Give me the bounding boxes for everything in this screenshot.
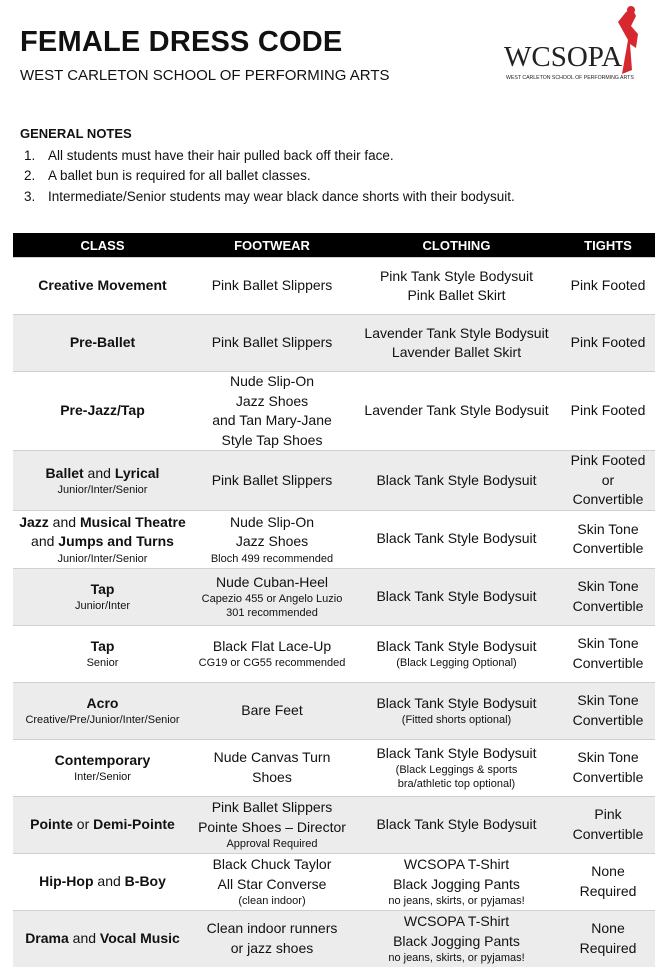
class-name-part: Jazz	[19, 513, 49, 530]
clothing-line: no jeans, skirts, or pyjamas!	[388, 952, 525, 965]
class-name	[87, 695, 119, 711]
footwear-line: All Star Converse	[217, 875, 327, 892]
table-row	[13, 796, 655, 853]
clothing-line: Black Tank Style Bodysuit	[376, 471, 537, 488]
footwear-line: Bloch 499 recommended	[210, 552, 334, 565]
clothing-line: Lavender Ballet Skirt	[391, 344, 522, 360]
footwear-line: Pink Ballet Slippers	[211, 277, 333, 294]
footwear-line: CG19 or CG55 recommended	[198, 657, 346, 670]
clothing-line: WCSOPA T-Shirt	[403, 913, 510, 930]
note-text: All students must have their hair pulled back off their face.	[48, 147, 394, 163]
header-class: CLASS	[13, 233, 192, 258]
footwear-cell	[192, 910, 352, 967]
footwear-line: Pink Ballet Slippers	[211, 799, 333, 815]
note-item	[24, 186, 515, 207]
class-name-part: and	[68, 930, 100, 946]
class-cell	[13, 258, 192, 315]
footwear-line: Pink Ballet Slippers	[211, 334, 333, 351]
class-cell	[13, 451, 192, 511]
class-level: Inter/Senior	[74, 771, 131, 784]
tights-cell	[561, 568, 655, 625]
tights-line: Required	[579, 939, 637, 956]
class-name-part: or	[72, 815, 94, 832]
tights-cell	[561, 315, 655, 372]
clothing-cell	[352, 568, 561, 625]
clothing-cell	[352, 315, 561, 372]
wcsopa-logo	[500, 4, 648, 88]
clothing-line: Black Tank Style Bodysuit	[376, 694, 537, 711]
footwear-cell	[192, 451, 352, 511]
class-name-part: Hip-Hop	[39, 872, 94, 889]
clothing-line: bra/athletic top optional)	[397, 778, 516, 791]
table-row	[13, 853, 655, 910]
class-name-part: Musical Theatre	[79, 513, 186, 530]
note-number: 1.	[24, 147, 36, 163]
header-clothing: CLOTHING	[352, 233, 561, 258]
tights-line: Convertible	[572, 825, 644, 842]
table-row	[13, 910, 655, 967]
tights-line: Pink Footed	[570, 452, 646, 468]
class-name	[25, 930, 180, 946]
class-name-part: Lyrical	[114, 464, 160, 481]
clothing-cell	[352, 910, 561, 967]
clothing-cell	[352, 510, 561, 568]
note-number: 3.	[24, 188, 36, 204]
clothing-line: (Black Leggings & sports	[395, 764, 518, 777]
tights-cell	[561, 258, 655, 315]
clothing-line: Black Jogging Pants	[393, 932, 520, 949]
class-name-part: Pointe	[30, 815, 73, 832]
note-number: 2.	[24, 168, 36, 184]
note-item	[24, 166, 515, 187]
tights-cell	[561, 853, 655, 910]
logo-subtext: WEST CARLETON SCHOOL OF PERFORMING ARTS	[506, 75, 634, 81]
table-row	[13, 372, 655, 451]
tights-line: Convertible	[572, 540, 644, 556]
class-name	[55, 752, 151, 768]
table-row	[13, 625, 655, 682]
tights-line: Pink Footed	[570, 277, 646, 294]
clothing-line: (Fitted shorts optional)	[401, 714, 512, 727]
footwear-cell	[192, 682, 352, 739]
tights-line: Convertible	[572, 491, 644, 507]
footwear-line: 301 recommended	[226, 607, 318, 620]
class-cell	[13, 796, 192, 853]
dress-code-table	[13, 233, 655, 967]
footwear-line: Nude Canvas Turn	[213, 749, 331, 765]
footwear-line: Capezio 455 or Angelo Luzio	[201, 593, 343, 606]
tights-line: or	[601, 471, 615, 488]
class-level: Junior/Inter/Senior	[57, 484, 148, 496]
class-name-part: Pre-Jazz/Tap	[60, 402, 145, 419]
footwear-cell	[192, 510, 352, 568]
tights-line: None	[591, 920, 625, 937]
header-footwear: FOOTWEAR	[192, 233, 352, 258]
clothing-cell	[352, 451, 561, 511]
table-row	[13, 682, 655, 739]
class-name	[60, 402, 145, 418]
tights-line: Skin Tone	[577, 520, 639, 537]
footwear-line: Shoes	[252, 768, 292, 785]
class-name	[91, 638, 115, 654]
footwear-line: Jazz Shoes	[235, 392, 309, 409]
class-name-part: and	[93, 872, 125, 889]
clothing-cell	[352, 796, 561, 853]
table-row	[13, 510, 655, 568]
class-name-part: Pre-Ballet	[69, 334, 136, 351]
footwear-cell	[192, 796, 352, 853]
class-name-part: Jumps and Turns	[58, 533, 174, 549]
clothing-line: no jeans, skirts, or pyjamas!	[388, 895, 525, 907]
clothing-line: WCSOPA T-Shirt	[403, 856, 510, 872]
clothing-line: Lavender Tank Style Bodysuit	[364, 324, 549, 341]
tights-cell	[561, 372, 655, 451]
footwear-line: or jazz shoes	[230, 939, 314, 956]
footwear-line: Jazz Shoes	[235, 533, 309, 549]
footwear-cell	[192, 372, 352, 451]
footwear-line: Pink Ballet Slippers	[211, 471, 333, 488]
table-header-row	[13, 233, 655, 258]
tights-line: Convertible	[572, 597, 644, 614]
class-cell	[13, 568, 192, 625]
tights-line: Skin Tone	[577, 635, 639, 651]
tights-cell	[561, 796, 655, 853]
footwear-line: Black Chuck Taylor	[212, 856, 332, 872]
tights-line: Convertible	[572, 654, 644, 671]
note-item	[24, 145, 515, 166]
table-row	[13, 739, 655, 796]
class-name-part: Tap	[90, 637, 115, 654]
class-level: Creative/Pre/Junior/Inter/Senior	[25, 714, 180, 727]
clothing-line: Black Tank Style Bodysuit	[376, 815, 537, 832]
tights-line: Convertible	[572, 768, 644, 785]
footwear-cell	[192, 315, 352, 372]
clothing-cell	[352, 682, 561, 739]
tights-line: None	[591, 863, 625, 879]
table-row	[13, 258, 655, 315]
tights-line: Convertible	[572, 711, 644, 728]
class-cell	[13, 315, 192, 372]
header-tights: TIGHTS	[561, 233, 655, 258]
tights-line: Skin Tone	[577, 578, 639, 594]
footwear-line: Bare Feet	[241, 701, 303, 718]
tights-cell	[561, 451, 655, 511]
class-name-part: B-Boy	[124, 872, 166, 889]
class-name-part: Acro	[86, 694, 119, 711]
footwear-line: Approval Required	[226, 838, 318, 850]
clothing-line: Black Tank Style Bodysuit	[376, 530, 537, 547]
class-name-part: and	[31, 533, 59, 549]
class-name	[30, 816, 175, 832]
clothing-cell	[352, 625, 561, 682]
footwear-line: Nude Slip-On	[229, 513, 315, 530]
class-name	[19, 514, 186, 550]
clothing-line: Lavender Tank Style Bodysuit	[364, 402, 549, 419]
class-cell	[13, 625, 192, 682]
clothing-line: Pink Ballet Skirt	[407, 287, 506, 303]
class-name	[38, 277, 166, 293]
note-text: Intermediate/Senior students may wear black dance shorts with their bodysuit.	[48, 188, 515, 204]
class-name-part: Creative Movement	[38, 277, 167, 294]
footwear-line: Black Flat Lace-Up	[212, 637, 332, 654]
clothing-line: Black Tank Style Bodysuit	[376, 637, 537, 654]
class-level: Junior/Inter	[74, 600, 131, 613]
clothing-cell	[352, 258, 561, 315]
class-cell	[13, 682, 192, 739]
footwear-line: and Tan Mary-Jane	[212, 412, 332, 428]
page-subtitle: WEST CARLETON SCHOOL OF PERFORMING ARTS	[20, 67, 390, 84]
footwear-line: Clean indoor runners	[206, 920, 338, 937]
class-cell	[13, 910, 192, 967]
tights-cell	[561, 910, 655, 967]
clothing-line: Pink Tank Style Bodysuit	[379, 267, 534, 284]
footwear-line: Style Tap Shoes	[221, 431, 323, 448]
class-name-part: and	[48, 513, 80, 530]
class-name-part: Drama	[25, 930, 69, 946]
general-notes-heading: GENERAL NOTES	[20, 126, 132, 141]
footwear-cell	[192, 625, 352, 682]
tights-cell	[561, 682, 655, 739]
table-row	[13, 451, 655, 511]
class-name-part: Vocal Music	[99, 930, 180, 946]
footwear-line: (clean indoor)	[238, 895, 306, 907]
class-name	[39, 873, 166, 889]
clothing-line: Black Jogging Pants	[393, 875, 520, 892]
footwear-cell	[192, 739, 352, 796]
class-name-part: Ballet	[45, 464, 84, 481]
class-cell	[13, 853, 192, 910]
tights-line: Pink Footed	[570, 402, 646, 419]
class-name-part: Tap	[90, 580, 115, 597]
tights-cell	[561, 739, 655, 796]
footwear-line: Nude Slip-On	[229, 373, 315, 389]
page-title: FEMALE DRESS CODE	[20, 26, 343, 58]
tights-line: Pink	[594, 806, 622, 822]
footwear-cell	[192, 568, 352, 625]
class-level: Senior	[86, 657, 119, 670]
tights-cell	[561, 510, 655, 568]
tights-line: Required	[579, 882, 637, 899]
table-row	[13, 568, 655, 625]
logo-text: WCSOPA	[504, 41, 623, 73]
tights-cell	[561, 625, 655, 682]
tights-line: Pink Footed	[570, 334, 646, 351]
clothing-cell	[352, 739, 561, 796]
clothing-line: Black Tank Style Bodysuit	[376, 587, 537, 604]
footwear-cell	[192, 853, 352, 910]
clothing-cell	[352, 372, 561, 451]
footwear-line: Nude Cuban-Heel	[215, 573, 329, 590]
class-name-part: and	[83, 464, 115, 481]
clothing-line: Black Tank Style Bodysuit	[376, 744, 537, 761]
class-cell	[13, 739, 192, 796]
class-name-part: Demi-Pointe	[93, 815, 175, 832]
tights-line: Skin Tone	[577, 749, 639, 765]
class-name	[91, 581, 115, 597]
class-cell	[13, 510, 192, 568]
footwear-line: Pointe Shoes – Director	[198, 818, 346, 835]
class-name	[70, 334, 135, 350]
note-text: A ballet bun is required for all ballet classes.	[48, 168, 311, 184]
clothing-cell	[352, 853, 561, 910]
footwear-cell	[192, 258, 352, 315]
class-name	[46, 465, 160, 481]
class-cell	[13, 372, 192, 451]
clothing-line: (Black Legging Optional)	[396, 657, 517, 670]
table-row	[13, 315, 655, 372]
class-level: Junior/Inter/Senior	[57, 552, 148, 565]
general-notes-list	[24, 145, 515, 207]
tights-line: Skin Tone	[577, 692, 639, 708]
class-name-part: Contemporary	[54, 751, 151, 768]
